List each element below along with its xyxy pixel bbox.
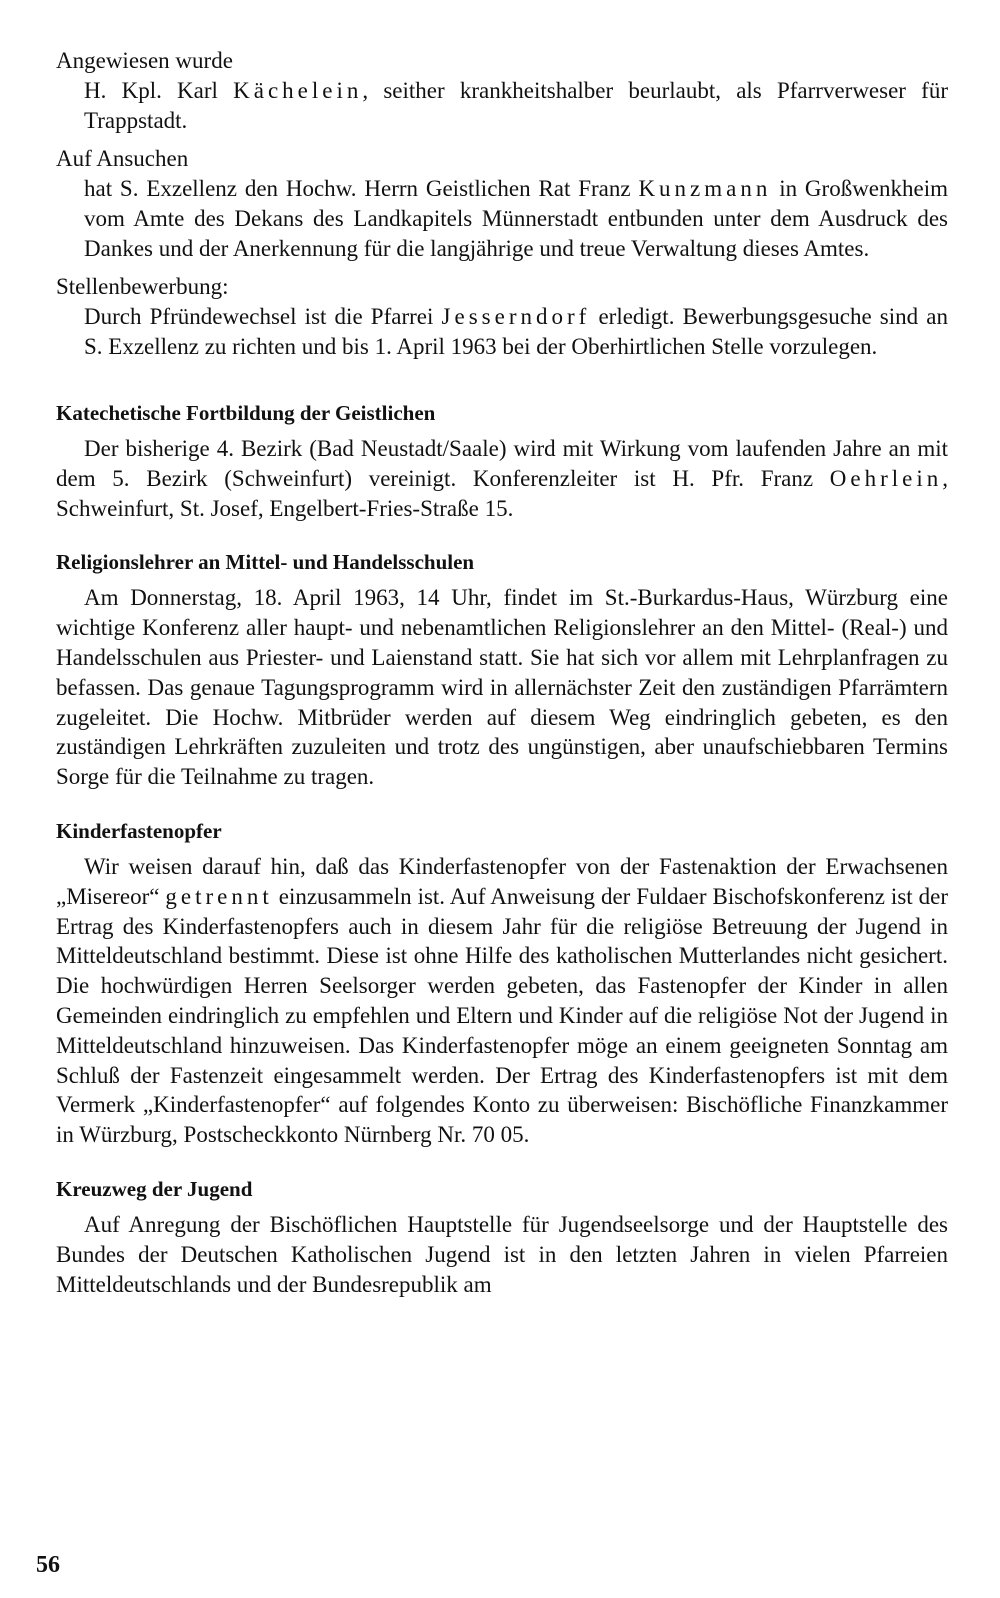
children-lenten-text	[56, 852, 948, 1150]
children-lenten-rest: einzusammeln ist. Auf Anweisung der Fuldaer Bischofskonferenz ist der Ertrag des Kinderfastenopfers auch in diesem Jahr für die religiöse Betreuung der Jugend in Mitteldeutschland bestimmt. Diese ist ohne Hilfe des katholischen Mutterlandes nicht gesichert. Die hochwürdigen Herren Seelsorger werden gebeten, das Fastenopfer der Kinder in allen Gemeinden eindringlich zu empfehlen und Eltern und Kinder auf die religiöse Not der Jugend in Mitteldeutschland hinzuweisen. Das Kinderfastenopfer möge an einem geeigneten Sonntag am Schluß der Fastenzeit eingesammelt werden. Der Ertrag des Kinderfastenopfers ist mit dem Vermerk „Kinderfastenopfer“ auf folgendes Konto zu überweisen: Bischöfliche Finanzkammer in Würzburg, Postscheckkonto Nürnberg Nr. 70 05.	[56, 883, 948, 1148]
vacancy-prefix: Durch Pfründewechsel ist die Pfarrei	[84, 304, 434, 329]
page-number: 56	[36, 1552, 60, 1578]
request-prefix: hat S. Exzellenz den Hochw. Herrn Geistlichen Rat Franz	[84, 176, 631, 201]
catechetics-prefix: Der bisherige 4. Bezirk (Bad Neustadt/Saale) wird mit Wirkung vom laufenden Jahre an mit dem 5. Bezirk (Schweinfurt) vereinigt. Konferenzleiter ist H. Pfr. Franz	[56, 436, 948, 491]
assigned-label: Angewiesen wurde	[56, 48, 233, 73]
request-text	[84, 174, 948, 264]
assigned-prefix: H. Kpl. Karl	[84, 78, 218, 103]
vacancy-name: Jesserndorf	[441, 304, 591, 329]
stations-text: Auf Anregung der Bischöflichen Hauptstelle für Jugendseelsorge und der Hauptstelle des Bundes der Deutschen Katholischen Jugend ist in den letzten Jahren in vielen Pfarreien Mitteldeutschlands und der Bundesrepublik am	[56, 1211, 948, 1297]
children-lenten-emphasis: getrennt	[165, 883, 273, 909]
request-rest: in Großwenkheim vom Amte des Dekans des Landkapitels Münnerstadt entbunden unter dem Ausdruck des Dankes und der Anerkennung für die langjährige und treue Verwaltung dieses Amtes.	[84, 176, 949, 261]
vacancy-label: Stellenbewerbung:	[56, 274, 229, 299]
vacancy-rest: erledigt. Bewerbungsgesuche sind an S. Exzellenz zu richten und bis 1. April 1963 bei der Oberhirtlichen Stelle vorzulegen.	[84, 304, 949, 359]
children-lenten-prefix: Wir weisen darauf hin, daß das Kinderfastenopfer von der Fastenaktion der Erwachsenen „Misereor“	[56, 853, 948, 909]
assigned-rest: , seither krankheitshalber beurlaubt, als Pfarrverweser für Trappstadt.	[84, 78, 949, 133]
catechetics-heading: Katechetische Fortbildung der Geistlichen	[56, 401, 436, 425]
stations-heading: Kreuzweg der Jugend	[56, 1176, 253, 1201]
religion-teachers-text: Am Donnerstag, 18. April 1963, 14 Uhr, findet im St.-Burkardus-Haus, Würzburg eine wichtige Konferenz aller haupt- und nebenamtlichen Religionslehrer an den Mittel- (Real-) und Handelsschulen aus Priester- und Laienstand statt. Sie hat sich vor allem mit Lehrplanfragen zu befassen. Das genaue Tagungsprogramm wird in allernächster Zeit den zuständigen Pfarrämtern zugeleitet. Die Hochw. Mitbrüder werden auf diesem Weg eindringlich gebeten, es den zuständigen Lehrkräften zuzuleiten und trotz des ungünstigen, aber unaufschiebbaren Termins Sorge für die Teilnahme zu tragen.	[56, 585, 948, 790]
request-name: Kunzmann	[638, 176, 772, 201]
assigned-name: Kächelein	[233, 78, 363, 103]
catechetics-text	[56, 434, 948, 523]
religion-teachers-heading: Religionslehrer an Mittel- und Handelsschulen	[56, 550, 475, 575]
vacancy-text	[84, 302, 948, 362]
catechetics-rest: , Schweinfurt, St. Josef, Engelbert-Fries-Straße 15.	[56, 465, 948, 521]
assigned-text	[84, 76, 948, 136]
children-lenten-heading: Kinderfastenopfer	[56, 818, 222, 843]
catechetics-name: Oehrlein	[829, 465, 943, 491]
request-label: Auf Ansuchen	[56, 146, 189, 171]
